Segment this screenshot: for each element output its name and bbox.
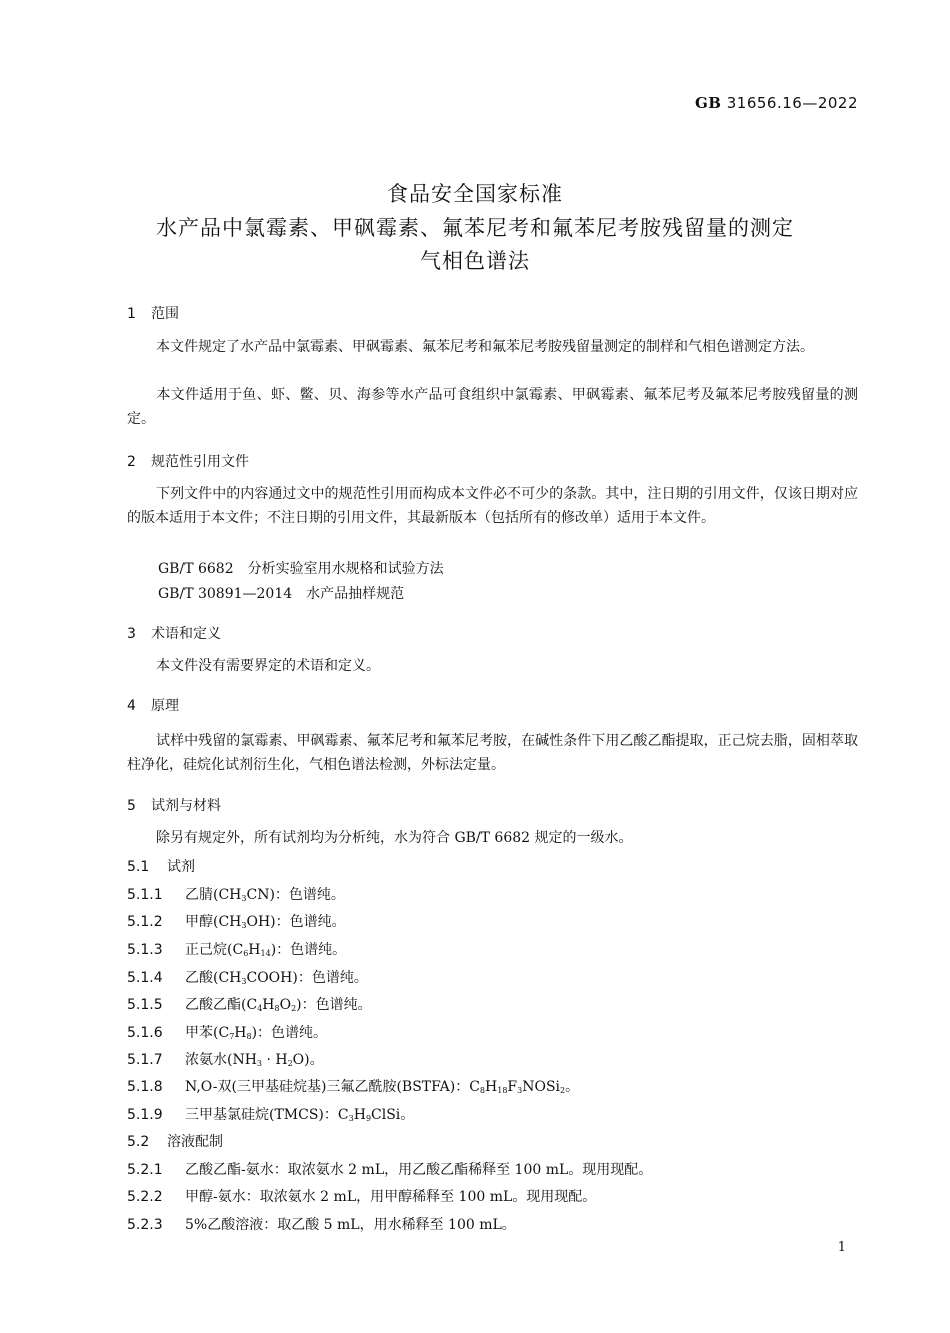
section-2-paragraph-1 <box>127 482 858 530</box>
standard-prefix: GB <box>694 94 722 112</box>
item-text: 甲苯$(C_7H_8)$：色谱纯。 <box>185 1025 328 1041</box>
subsection-title: 溶液配制 <box>167 1134 223 1150</box>
paragraph-text: 本文件适用于鱼、虾、鳖、贝、海参等水产品可食组织中氯霉素、甲砜霉素、氟苯尼考及氟苯尼考胺残留量的测定。 <box>127 387 858 427</box>
section-5-heading <box>127 795 221 815</box>
section-title: 规范性引用文件 <box>151 454 249 470</box>
title-line-1: 食品安全国家标准 <box>387 182 563 206</box>
item-text: N,O-双(三甲基硅烷基)三氟乙酰胺(BSTFA)：$C_8H_{18}F_3NOSi_2$。 <box>185 1079 580 1095</box>
reagent-item <box>127 939 346 959</box>
item-number: 5.2.3 <box>127 1217 163 1233</box>
item-text: 乙酸$(CH_3COOH)$：色谱纯。 <box>185 970 368 986</box>
solution-item <box>127 1159 652 1179</box>
item-text: 乙酸乙酯$(C_4H_8O_2)$：色谱纯。 <box>185 997 372 1013</box>
item-number: 5.1.6 <box>127 1025 163 1041</box>
item-number: 5.1.3 <box>127 942 163 958</box>
section-title: 术语和定义 <box>151 626 221 642</box>
section-number: 5 <box>127 798 136 814</box>
subsection-number: 5.1 <box>127 859 150 875</box>
item-number: 5.1.8 <box>127 1079 163 1095</box>
reagent-item <box>127 1104 414 1124</box>
section-title: 试剂与材料 <box>151 798 221 814</box>
section-1-heading <box>127 303 179 323</box>
reference-gb-t-30891: GB/T 30891—2014 水产品抽样规范 <box>158 586 405 602</box>
item-number: 5.1.5 <box>127 997 163 1013</box>
subsection-5-1-heading <box>127 856 195 876</box>
section-5-paragraph-1 <box>127 826 858 850</box>
item-number: 5.1.9 <box>127 1107 163 1123</box>
subsection-5-2-heading <box>127 1131 223 1151</box>
item-text: 乙酸乙酯-氨水：取浓氨水 2 mL，用乙酸乙酯稀释至 100 mL。现用现配。 <box>185 1162 653 1178</box>
item-text: 乙腈$(CH_3CN)$：色谱纯。 <box>185 887 345 903</box>
paragraph-text: 下列文件中的内容通过文中的规范性引用而构成本文件必不可少的条款。其中，注日期的引用文件，仅该日期对应的版本适用于本文件；不注日期的引用文件，其最新版本（包括所有的修改单）适用于本文件。 <box>127 486 858 526</box>
item-text: 正己烷$(C_6H_{14})$：色谱纯。 <box>185 942 347 958</box>
item-number: 5.1.4 <box>127 970 163 986</box>
section-1-paragraph-2 <box>127 383 858 431</box>
section-number: 1 <box>127 306 136 322</box>
item-text: 三甲基氯硅烷(TMCS)：$C_3H_9ClSi$。 <box>185 1107 415 1123</box>
section-title: 原理 <box>151 698 179 714</box>
reagent-item <box>127 1076 579 1096</box>
reagent-item <box>127 1049 324 1069</box>
item-number: 5.2.2 <box>127 1189 163 1205</box>
paragraph-text: 除另有规定外，所有试剂均为分析纯，水为符合 GB/T 6682 规定的一级水。 <box>156 830 633 846</box>
section-3-paragraph-1 <box>127 654 858 678</box>
section-4-paragraph-1 <box>127 729 858 777</box>
section-number: 2 <box>127 454 136 470</box>
item-number: 5.1.7 <box>127 1052 163 1068</box>
item-text: 5%乙酸溶液：取乙酸 5 mL，用水稀释至 100 mL。 <box>185 1217 516 1233</box>
section-2-heading <box>127 451 249 471</box>
item-number: 5.1.2 <box>127 914 163 930</box>
reagent-item <box>127 884 345 904</box>
subsection-title: 试剂 <box>167 859 195 875</box>
item-text: 甲醇-氨水：取浓氨水 2 mL，用甲醇稀释至 100 mL。现用现配。 <box>185 1189 597 1205</box>
reagent-item <box>127 994 372 1014</box>
paragraph-text: 本文件没有需要界定的术语和定义。 <box>156 658 380 674</box>
section-4-heading <box>127 695 179 715</box>
section-number: 3 <box>127 626 136 642</box>
item-number: 5.2.1 <box>127 1162 163 1178</box>
reagent-item <box>127 1022 327 1042</box>
item-text: 甲醇$(CH_3OH)$：色谱纯。 <box>185 914 346 930</box>
paragraph-text: 试样中残留的氯霉素、甲砜霉素、氟苯尼考和氟苯尼考胺，在碱性条件下用乙酸乙酯提取，正己烷去脂，固相萃取柱净化，硅烷化试剂衍生化，气相色谱法检测，外标法定量。 <box>127 733 858 773</box>
reagent-item <box>127 911 346 931</box>
solution-item <box>127 1214 516 1234</box>
reference-gb-t-6682: GB/T 6682 分析实验室用水规格和试验方法 <box>158 561 444 577</box>
section-title: 范围 <box>151 306 179 322</box>
standard-number: 31656.16—2022 <box>726 94 858 112</box>
item-number: 5.1.1 <box>127 887 163 903</box>
standard-code <box>695 94 858 112</box>
section-1-paragraph-1 <box>127 335 858 359</box>
item-text: 浓氨水$(NH_3 \cdot H_2O)$。 <box>185 1052 324 1068</box>
solution-item <box>127 1186 596 1206</box>
section-number: 4 <box>127 698 136 714</box>
reagent-item <box>127 967 368 987</box>
page-number: 1 <box>837 1240 846 1255</box>
section-3-heading <box>127 623 221 643</box>
paragraph-text: 本文件规定了水产品中氯霉素、甲砜霉素、氟苯尼考和氟苯尼考胺残留量测定的制样和气相色谱测定方法。 <box>156 339 814 355</box>
subsection-number: 5.2 <box>127 1134 150 1150</box>
title-line-2: 水产品中氯霉素、甲砜霉素、氟苯尼考和氟苯尼考胺残留量的测定 <box>156 216 794 240</box>
title-line-3: 气相色谱法 <box>420 249 530 273</box>
